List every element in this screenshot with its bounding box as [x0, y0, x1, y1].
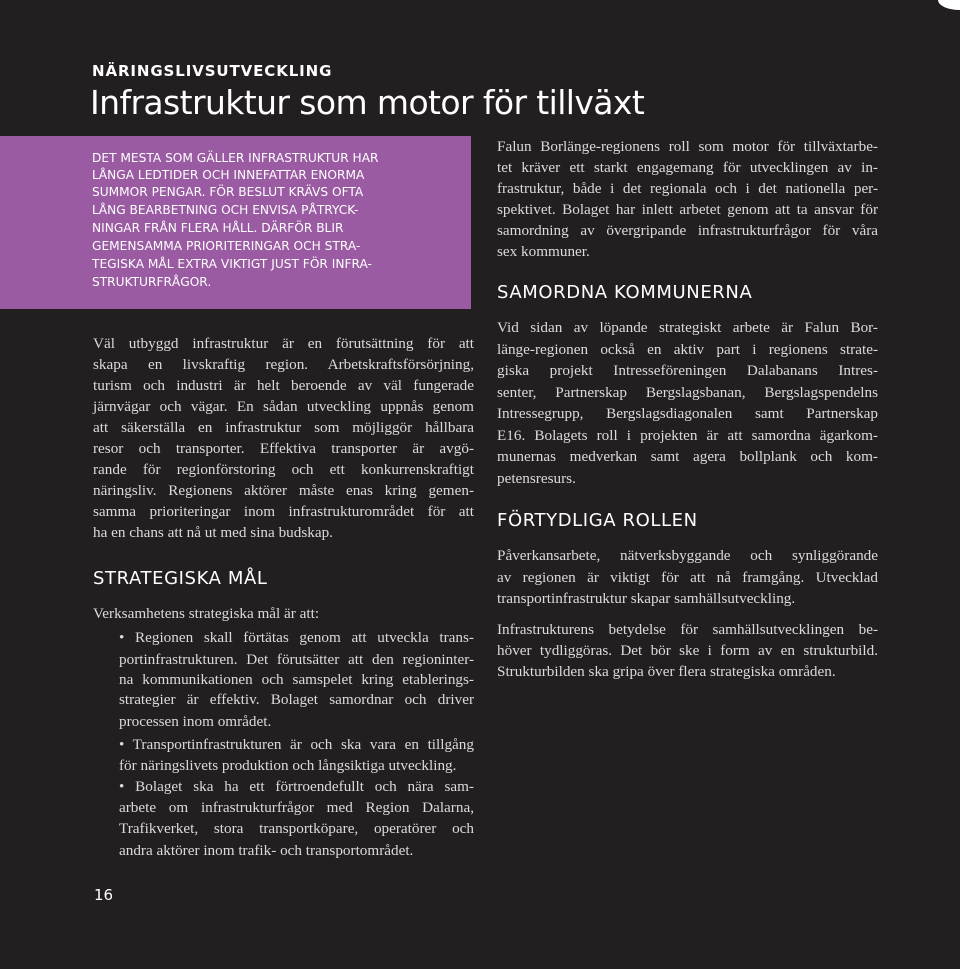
- text-line: senter, Partnerskap Bergslagsbanan, Bergslagspendelns: [497, 384, 878, 401]
- callout-line: DET MESTA SOM GÄLLER INFRASTRUKTUR HAR: [92, 151, 379, 165]
- heading-fortydliga-rollen: FÖRTYDLIGA ROLLEN: [497, 510, 698, 531]
- text-line: höver tydliggöras. Det bör ske i form av en strukturbild.: [497, 642, 878, 659]
- page-title: Infrastruktur som motor för tillväxt: [90, 83, 645, 122]
- text-line: andra aktörer inom trafik- och transportområdet.: [119, 842, 414, 859]
- text-line: länge-regionen också en aktiv part i regionens strate-: [497, 341, 878, 358]
- text-line: samordning av övergripande infrastrukturfrågor för våra: [497, 222, 878, 239]
- text-line: spektivet. Bolaget har inlett arbetet genom att ta ansvar för: [497, 201, 878, 218]
- text-line: rande för regionförstoring och ett konkurrenskraftigt: [93, 461, 474, 478]
- text-line: E16. Bolagets roll i projekten är att samordna ägarkom-: [497, 427, 878, 444]
- text-line: Intressegrupp, Bergslagsdiagonalen samt Partnerskap: [497, 405, 878, 422]
- callout-line: GEMENSAMMA PRIORITERINGAR OCH STRA-: [92, 239, 361, 253]
- text-line: näringsliv. Regionens aktörer måste enas kring gemen-: [93, 482, 474, 499]
- strategic-intro: Verksamhetens strategiska mål är att:: [93, 605, 320, 622]
- heading-samordna-kommunerna: SAMORDNA KOMMUNERNA: [497, 282, 753, 303]
- text-line: för näringslivets produktion och långsiktiga utveckling.: [119, 757, 457, 774]
- callout-line: SUMMOR PENGAR. FÖR BESLUT KRÄVS OFTA: [92, 185, 364, 199]
- section-label: NÄRINGSLIVSUTVECKLING: [92, 62, 333, 80]
- callout-line: TEGISKA MÅL EXTRA VIKTIGT JUST FÖR INFRA-: [92, 257, 372, 271]
- text-line: Vid sidan av löpande strategiskt arbete är Falun Bor-: [497, 319, 878, 336]
- corner-decoration: [938, 0, 960, 10]
- text-line: Infrastrukturens betydelse för samhällsutvecklingen be-: [497, 621, 878, 638]
- text-line: petensresurs.: [497, 470, 576, 487]
- text-line: processen inom området.: [119, 713, 272, 730]
- text-line: ha en chans att nå ut med sina budskap.: [93, 524, 333, 541]
- text-line: strategier är effektiv. Bolaget samordnar och driver: [119, 691, 474, 708]
- text-line: turism och industri är helt beroende av väl fungerade: [93, 377, 474, 394]
- text-line: att säkerställa en infrastruktur som möjliggör hållbara: [93, 419, 474, 436]
- text-line: portinfrastrukturen. Det förutsätter att den regioninter-: [119, 651, 474, 668]
- text-line: resor och transporter. Effektiva transporter är avgö-: [93, 440, 474, 457]
- text-line: Strukturbilden ska gripa över flera strategiska områden.: [497, 663, 836, 680]
- text-line: na kommunikationen och samspelet kring etablerings-: [119, 671, 474, 688]
- callout-line: NINGAR FRÅN FLERA HÅLL. DÄRFÖR BLIR: [92, 221, 344, 235]
- text-line: Påverkansarbete, nätverksbyggande och synliggörande: [497, 547, 878, 564]
- list-item: • Transportinfrastrukturen är och ska vara en tillgång: [119, 736, 474, 753]
- text-line: Trafikverket, stora transportköpare, operatörer och: [119, 820, 474, 837]
- text-line: av regionen är viktigt för att nå framgång. Utvecklad: [497, 569, 878, 586]
- callout-line: LÅNGA LEDTIDER OCH INNEFATTAR ENORMA: [92, 168, 365, 182]
- page-number: 16: [94, 886, 114, 904]
- text-line: järnvägar och vägar. En sådan utveckling uppnås genom: [93, 398, 474, 415]
- text-line: transportinfrastruktur skapar samhällsutveckling.: [497, 590, 796, 607]
- list-item: • Regionen skall förtätas genom att utveckla trans-: [119, 629, 474, 646]
- callout-box: [0, 136, 471, 309]
- callout-line: LÅNG BEARBETNING OCH ENVISA PÅTRYCK-: [92, 203, 359, 217]
- text-line: arbete om infrastrukturfrågor med Region Dalarna,: [119, 799, 474, 816]
- text-line: samma prioriteringar inom infrastrukturområdet för att: [93, 503, 474, 520]
- text-line: Falun Borlänge-regionens roll som motor för tillväxtarbe-: [497, 138, 878, 155]
- heading-strategiska-mal: STRATEGISKA MÅL: [93, 568, 268, 589]
- text-line: frastruktur, både i det regionala och i det nationella per-: [497, 180, 878, 197]
- text-line: giska projekt Intresseföreningen Dalabanans Intres-: [497, 362, 878, 379]
- text-line: skapa en livskraftig region. Arbetskraftsförsörjning,: [93, 356, 474, 373]
- text-line: tet kräver ett starkt engagemang för utvecklingen av in-: [497, 159, 878, 176]
- text-line: munernas medverkan samt agera bollplank och kom-: [497, 448, 878, 465]
- list-item: • Bolaget ska ha ett förtroendefullt och nära sam-: [119, 778, 474, 795]
- callout-line: STRUKTURFRÅGOR.: [92, 275, 212, 289]
- text-line: Väl utbyggd infrastruktur är en förutsättning för att: [93, 335, 474, 352]
- text-line: sex kommuner.: [497, 243, 590, 260]
